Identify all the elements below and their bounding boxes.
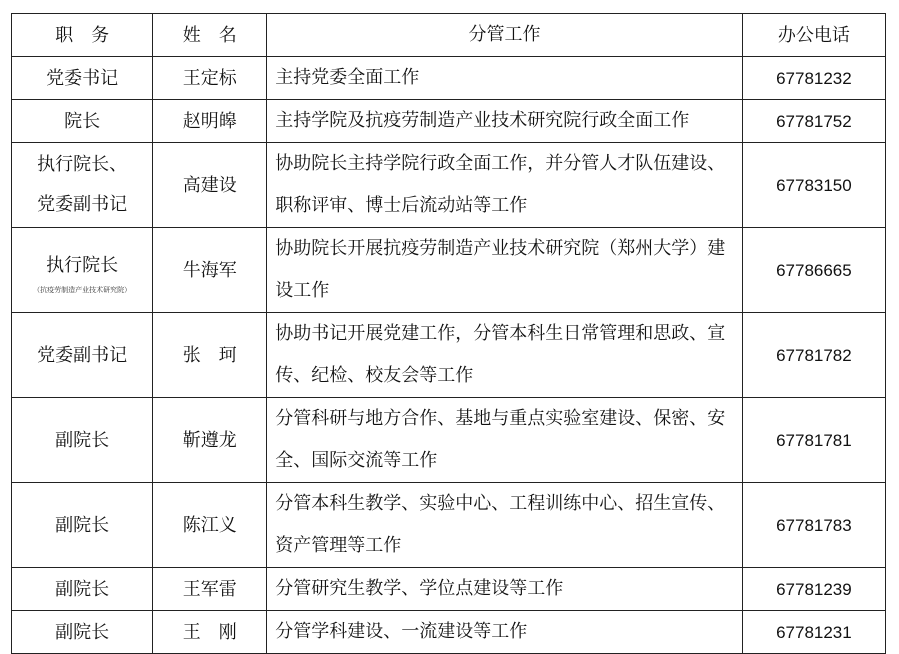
phone-cell: 67781752	[742, 100, 885, 143]
role-cell: 院长	[12, 100, 153, 143]
name-cell: 王定标	[153, 57, 267, 100]
phone-cell: 67781782	[742, 313, 885, 398]
role-line-1: 执行院长、	[37, 154, 128, 175]
role-cell: 党委副书记	[12, 313, 153, 398]
name-cell: 张 珂	[153, 313, 267, 398]
phone-cell: 67786665	[742, 228, 885, 313]
name-cell: 王 刚	[153, 611, 267, 654]
role-cell: 副院长	[12, 398, 153, 483]
role-note: （抗疫劳制造产业技术研究院）	[33, 286, 132, 294]
header-duty: 分管工作	[267, 14, 743, 57]
role-line-2: 党委副书记	[37, 194, 128, 215]
table-row	[12, 100, 886, 143]
table-row	[12, 143, 886, 228]
duty-cell: 分管学科建设、一流建设等工作	[267, 611, 743, 654]
role-cell: 副院长	[12, 611, 153, 654]
header-row	[12, 14, 886, 57]
role-cell: 副院长	[12, 568, 153, 611]
role-cell	[12, 143, 153, 228]
header-role: 职 务	[12, 14, 153, 57]
table-row	[12, 611, 886, 654]
duty-cell: 协助院长开展抗疫劳制造产业技术研究院（郑州大学）建设工作	[267, 228, 743, 313]
phone-cell: 67781231	[742, 611, 885, 654]
role-cell	[12, 228, 153, 313]
header-phone: 办公电话	[742, 14, 885, 57]
table-row	[12, 398, 886, 483]
phone-cell: 67781783	[742, 483, 885, 568]
duty-cell: 主持学院及抗疫劳制造产业技术研究院行政全面工作	[267, 100, 743, 143]
duty-cell: 协助书记开展党建工作，分管本科生日常管理和思政、宣传、纪检、校友会等工作	[267, 313, 743, 398]
role-cell: 副院长	[12, 483, 153, 568]
role-line-1: 执行院长	[46, 255, 119, 276]
table-row	[12, 483, 886, 568]
name-cell: 牛海军	[153, 228, 267, 313]
duty-cell: 主持党委全面工作	[267, 57, 743, 100]
duty-cell: 分管科研与地方合作、基地与重点实验室建设、保密、安全、国际交流等工作	[267, 398, 743, 483]
name-cell: 靳遵龙	[153, 398, 267, 483]
header-name: 姓 名	[153, 14, 267, 57]
duty-cell: 分管本科生教学、实验中心、工程训练中心、招生宣传、资产管理等工作	[267, 483, 743, 568]
name-cell: 陈江义	[153, 483, 267, 568]
name-cell: 赵明皞	[153, 100, 267, 143]
duty-cell: 分管研究生教学、学位点建设等工作	[267, 568, 743, 611]
table-row	[12, 57, 886, 100]
leadership-table	[11, 13, 886, 654]
phone-cell: 67781781	[742, 398, 885, 483]
duty-cell: 协助院长主持学院行政全面工作，并分管人才队伍建设、职称评审、博士后流动站等工作	[267, 143, 743, 228]
role-cell: 党委书记	[12, 57, 153, 100]
table-row	[12, 568, 886, 611]
phone-cell: 67781232	[742, 57, 885, 100]
table-row	[12, 313, 886, 398]
name-cell: 王军雷	[153, 568, 267, 611]
table-row	[12, 228, 886, 313]
name-cell: 高建设	[153, 143, 267, 228]
phone-cell: 67781239	[742, 568, 885, 611]
phone-cell: 67783150	[742, 143, 885, 228]
